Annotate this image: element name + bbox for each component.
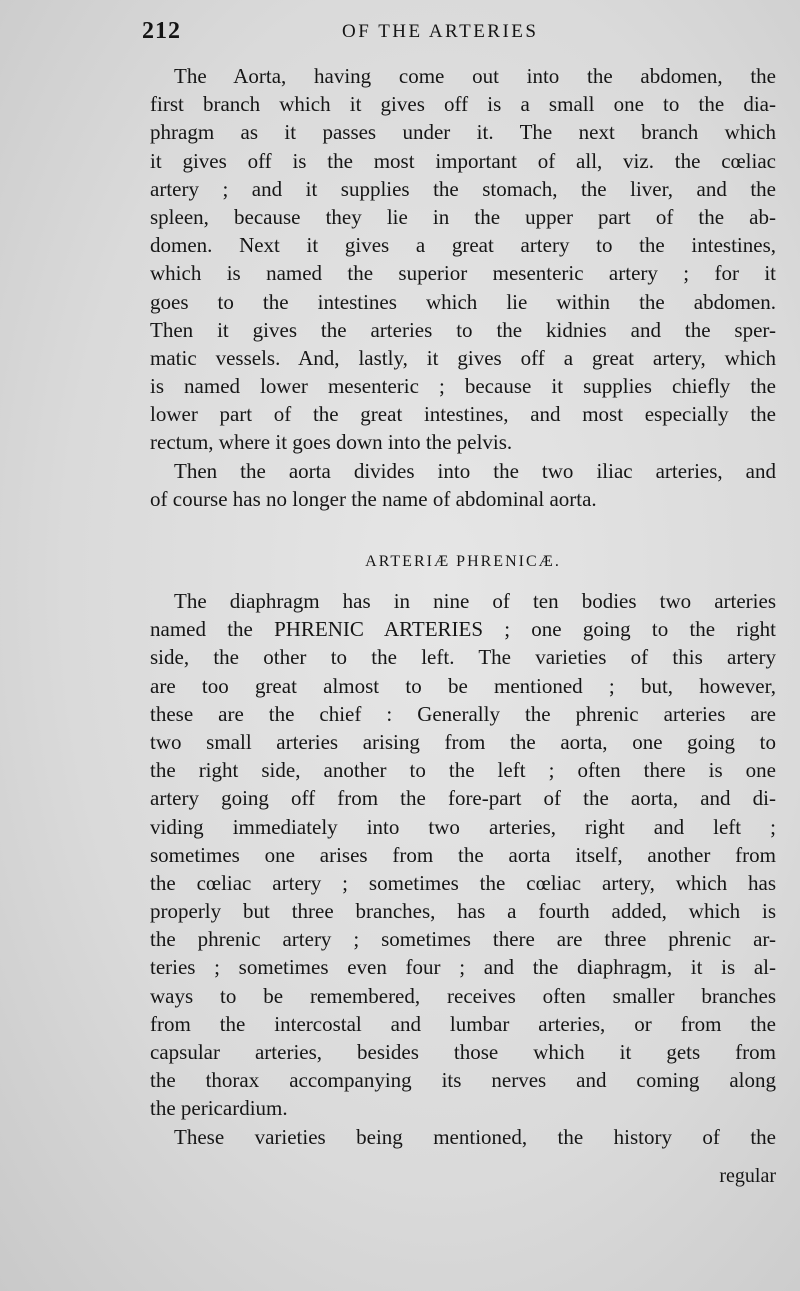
text-line: spleen, because they lie in the upper part of the ab- bbox=[150, 204, 776, 229]
section-heading: ARTERIÆ PHRENICÆ. bbox=[365, 553, 561, 570]
text-line: The Aorta, having come out into the abdomen, the bbox=[174, 64, 776, 88]
text-line: the thorax accompanying its nerves and coming along bbox=[150, 1068, 776, 1093]
text-line: Then the aorta divides into the two iliac arteries, and bbox=[174, 458, 776, 483]
text-line: the phrenic artery ; sometimes there are three phrenic ar- bbox=[150, 927, 776, 952]
text-line: is named lower mesenteric ; because it supplies chiefly the bbox=[150, 374, 776, 399]
text-line: matic vessels. And, lastly, it gives off a great artery, which bbox=[150, 345, 776, 370]
paragraph bbox=[150, 62, 776, 457]
text-line: teries ; sometimes even four ; and the diaphragm, it is al- bbox=[150, 955, 776, 980]
text-line: are too great almost to be mentioned ; but, however, bbox=[150, 673, 776, 698]
text-line: the cœliac artery ; sometimes the cœliac artery, which has bbox=[150, 870, 776, 895]
text-line: named the PHRENIC ARTERIES ; one going to the right bbox=[150, 617, 776, 642]
text-line: ways to be remembered, receives often smaller branches bbox=[150, 983, 776, 1008]
text-line: the right side, another to the left ; often there is one bbox=[150, 758, 776, 783]
text-line: viding immediately into two arteries, right and left ; bbox=[150, 814, 776, 839]
text-line: artery going off from the fore-part of the aorta, and di- bbox=[150, 786, 776, 811]
text-line: from the intercostal and lumbar arteries, or from the bbox=[150, 1011, 776, 1036]
text-line: rectum, where it goes down into the pelvis. bbox=[150, 430, 513, 455]
text-line: Then it gives the arteries to the kidnies and the sper- bbox=[150, 317, 776, 342]
text-line: artery ; and it supplies the stomach, the liver, and the bbox=[150, 176, 776, 201]
page-number: 212 bbox=[142, 18, 181, 44]
text-line: phragm as it passes under it. The next branch which bbox=[150, 120, 776, 145]
text-line: lower part of the great intestines, and most especially the bbox=[150, 402, 776, 427]
text-line: The diaphragm has in nine of ten bodies two arteries bbox=[174, 589, 776, 613]
page-header bbox=[142, 18, 770, 54]
text-line: the pericardium. bbox=[150, 1096, 288, 1121]
text-line: sometimes one arises from the aorta itself, another from bbox=[150, 842, 776, 867]
text-line: it gives off is the most important of all, viz. the cœliac bbox=[150, 148, 776, 173]
text-line: goes to the intestines which lie within the abdomen. bbox=[150, 289, 776, 314]
paragraph bbox=[150, 1123, 776, 1151]
text-line: which is named the superior mesenteric artery ; for it bbox=[150, 261, 776, 286]
text-line: of course has no longer the name of abdominal aorta. bbox=[150, 486, 597, 511]
page-body bbox=[150, 62, 776, 1151]
text-line: two small arteries arising from the aorta, one going to bbox=[150, 729, 776, 754]
text-line: capsular arteries, besides those which it gets from bbox=[150, 1040, 776, 1064]
text-line: properly but three branches, has a fourth added, which is bbox=[150, 899, 776, 924]
paragraph bbox=[150, 587, 776, 1123]
text-line: these are the chief : Generally the phrenic arteries are bbox=[150, 701, 776, 726]
text-line: These varieties being mentioned, the history of the bbox=[174, 1124, 776, 1149]
running-head: OF THE ARTERIES bbox=[342, 21, 539, 42]
text-line: side, the other to the left. The varieties of this artery bbox=[150, 645, 776, 670]
catchword: regular bbox=[719, 1165, 776, 1187]
text-line: first branch which it gives off is a small one to the dia- bbox=[150, 92, 776, 117]
text-line: domen. Next it gives a great artery to the intestines, bbox=[150, 233, 776, 258]
paragraph bbox=[150, 457, 776, 513]
